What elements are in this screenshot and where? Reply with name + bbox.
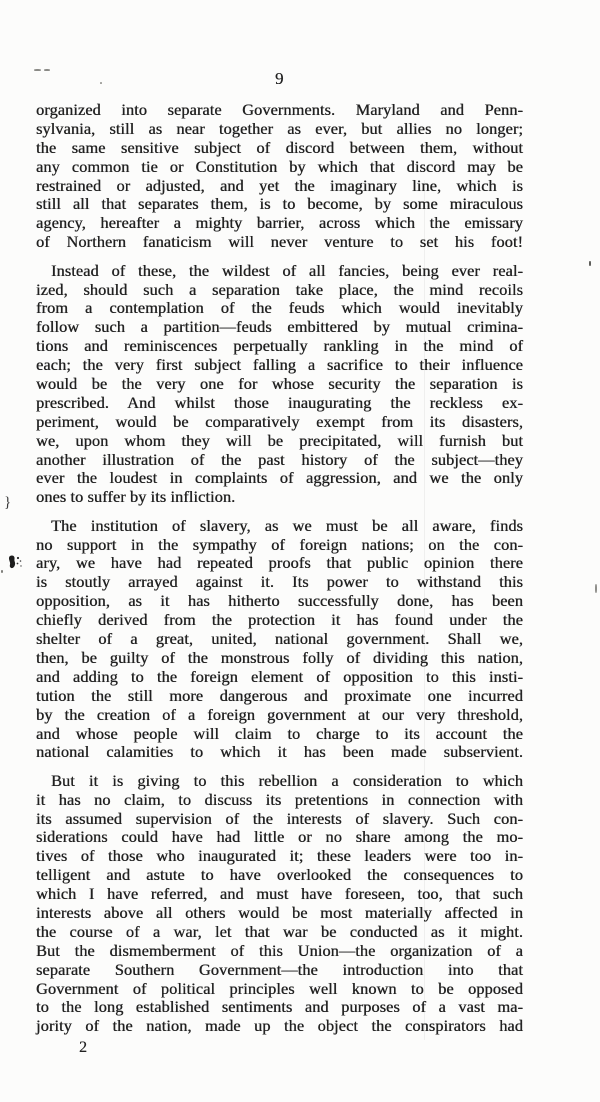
text-line: ever the loudest in complaints of aggression, and we the only xyxy=(36,468,523,488)
text-line: telligent and astute to have overlooked the consequences to xyxy=(36,865,523,885)
printer-signature-mark: 2 xyxy=(79,1039,87,1056)
page-number: 9 xyxy=(275,69,284,88)
text-line: organized into separate Governments. Maryland and Penn- xyxy=(36,100,523,119)
text-line: ary, we have had repeated proofs that public opinion there xyxy=(36,553,523,573)
paragraph xyxy=(36,262,523,508)
text-line: tution the still more dangerous and proximate one incurred xyxy=(36,685,523,705)
text-block xyxy=(36,101,523,1046)
paragraph xyxy=(36,517,523,763)
text-line: agency, hereafter a mighty barrier, across which the emissary xyxy=(36,213,523,233)
text-line: Instead of these, the wildest of all fancies, being ever real- xyxy=(51,260,523,280)
text-line: of Northern fanaticism will never venture to set his foot! xyxy=(36,232,523,252)
text-line: siderations could have had little or no share among the mo- xyxy=(36,827,523,847)
text-line: to the long established sentiments and purposes of a vast ma- xyxy=(36,997,523,1017)
text-line: by the creation of a foreign government at our very threshold, xyxy=(36,704,523,724)
text-line: prescribed. And whilst those inaugurating the reckless ex- xyxy=(36,392,523,412)
text-line: which I have referred, and must have foreseen, too, that such xyxy=(36,884,523,904)
ink-speck xyxy=(589,261,591,266)
text-line: any common tie or Constitution by which that discord may be xyxy=(36,156,523,176)
text-line: the course of a war, let that war be conducted as it might. xyxy=(36,921,523,941)
text-line: still all that separates them, is to become, by some miraculous xyxy=(36,194,523,214)
text-line: jority of the nation, made up the object the conspirators had xyxy=(36,1016,523,1036)
text-line: separate Southern Government—the introduction into that xyxy=(36,959,523,979)
text-line: and adding to the foreign element of opposition to this insti- xyxy=(36,666,523,686)
text-line: chiefly derived from the protection it has found under the xyxy=(36,610,523,630)
text-line: tives of those who inaugurated it; these leaders were too in- xyxy=(36,846,523,866)
text-line: we, upon whom they will be precipitated, will furnish but xyxy=(36,430,523,450)
text-line: no support in the sympathy of foreign nations; on the con- xyxy=(36,534,523,554)
paragraph xyxy=(36,101,523,252)
ink-speck xyxy=(595,584,597,593)
text-line: another illustration of the past history of the subject—they xyxy=(36,449,523,469)
text-line: shelter of a great, united, national government. Shall we, xyxy=(36,629,523,649)
text-line: national calamities to which it has been made subservient. xyxy=(36,742,523,762)
text-line: from a contemplation of the feuds which would inevitably xyxy=(36,298,523,318)
text-line: periment, would be comparatively exempt from its disasters, xyxy=(36,411,523,431)
text-line: opposition, as it has hitherto successfully done, has been xyxy=(36,591,523,611)
margin-brace-mark: } xyxy=(3,494,12,512)
text-line: it has no claim, to discuss its pretentions in connection with xyxy=(36,789,523,809)
text-line: and whose people will claim to charge to its account the xyxy=(36,723,523,743)
paragraph xyxy=(36,772,523,1036)
text-line: Government of political principles well known to be opposed xyxy=(36,978,523,998)
text-line: is stoutly arrayed against it. Its power to withstand this xyxy=(36,572,523,592)
text-line: tions and reminiscences perpetually rankling in the mind of xyxy=(36,336,523,356)
text-line: The institution of slavery, as we must be all aware, finds xyxy=(51,515,523,535)
text-line: ones to suffer by its infliction. xyxy=(36,487,236,507)
text-line: But the dismemberment of this Union—the organization of a xyxy=(36,940,523,960)
text-line: But it is giving to this rebellion a consideration to which xyxy=(51,770,523,790)
text-line: would be the very one for whose security the separation is xyxy=(36,373,523,393)
text-line: sylvania, still as near together as ever, but allies no longer; xyxy=(36,118,523,138)
text-line: the same sensitive subject of discord between them, without xyxy=(36,137,523,157)
text-line: its assumed supervision of the interests of slavery. Such con- xyxy=(36,808,523,828)
text-line: each; the very first subject falling a sacrifice to their influence xyxy=(36,355,523,375)
margin-ink-blot xyxy=(7,554,27,577)
text-line: ized, should such a separation take place, the mind recoils xyxy=(36,279,523,299)
ink-speck xyxy=(1,570,3,573)
text-line: then, be guilty of the monstrous folly of dividing this nation, xyxy=(36,647,523,667)
text-line: follow such a partition—feuds embittered by mutual crimina- xyxy=(36,317,523,337)
text-line: restrained or adjusted, and yet the imaginary line, which is xyxy=(36,175,523,195)
text-line: interests above all others would be most materially affected in xyxy=(36,903,523,923)
